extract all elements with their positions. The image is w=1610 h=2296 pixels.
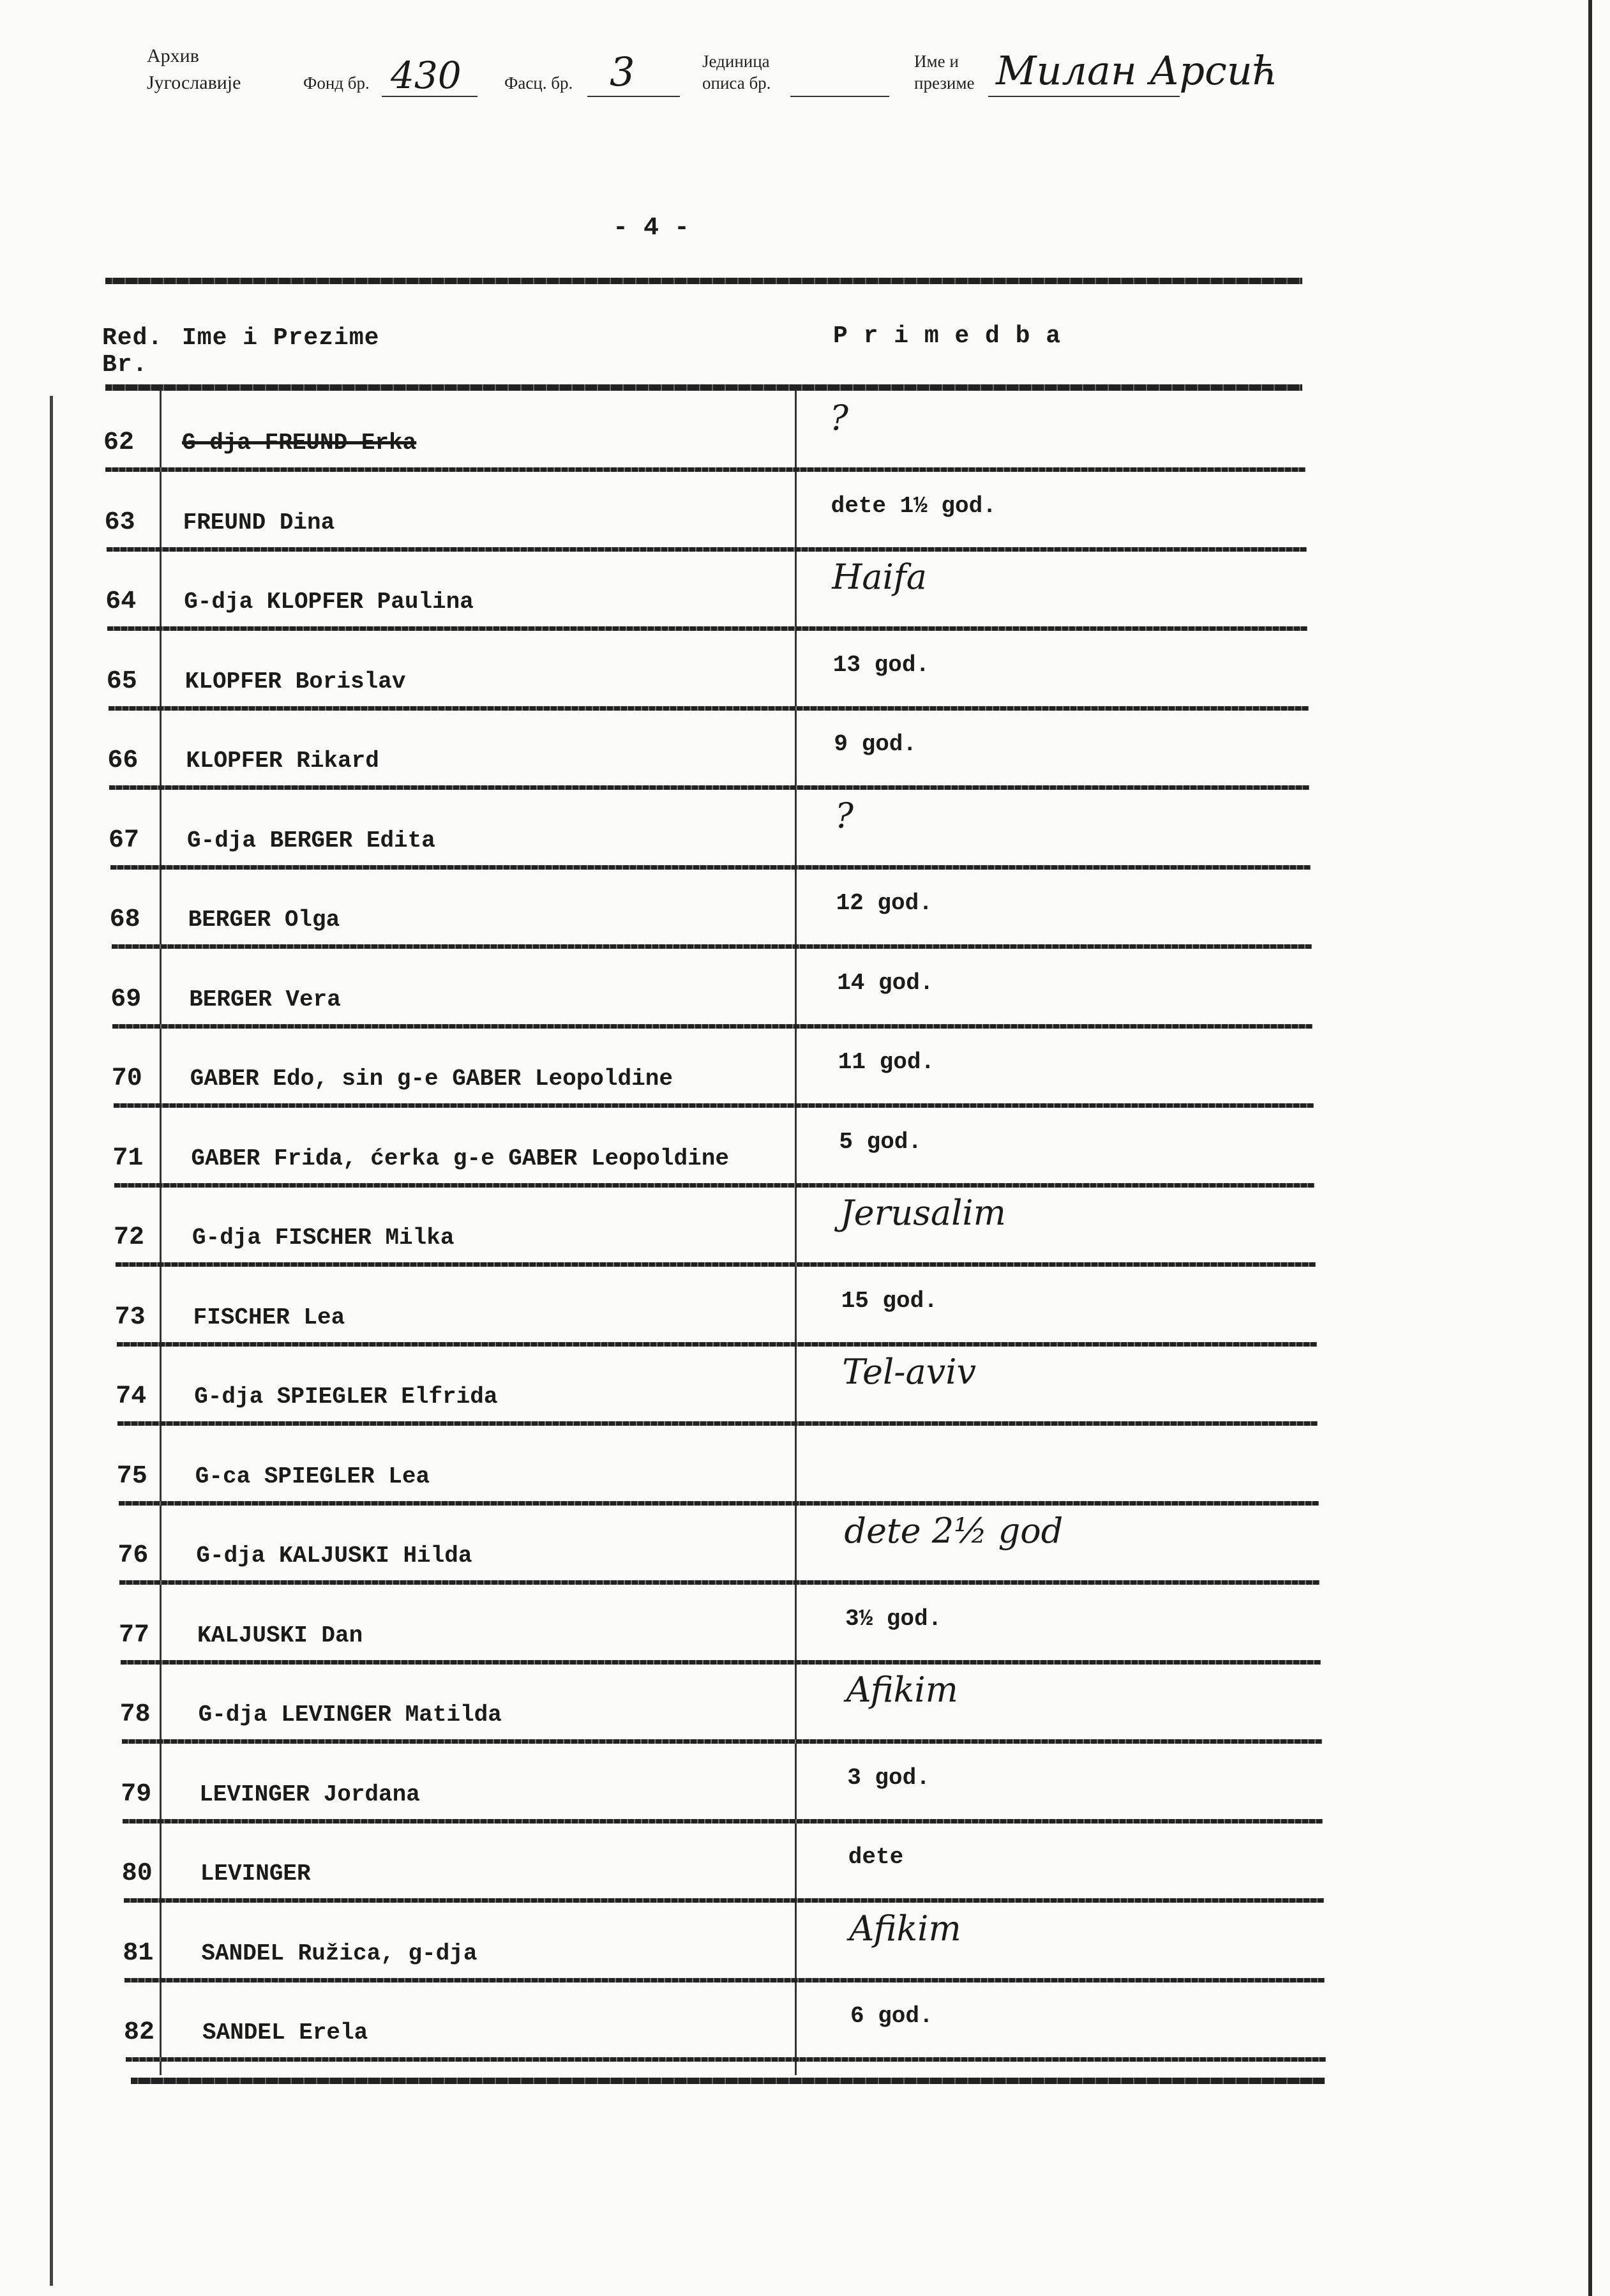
- name-label-line2: презиме: [914, 73, 975, 93]
- name-header: Ime i Prezime: [182, 324, 380, 352]
- table-row: [0, 790, 1341, 870]
- row-separator: [119, 1580, 1320, 1585]
- name-value: Милан Арсић: [996, 47, 1278, 94]
- table-row: [0, 552, 1341, 631]
- row-name: G-dja FREUND Erka: [182, 430, 417, 456]
- row-note: Haifa: [832, 557, 927, 597]
- row-number: 72: [114, 1223, 145, 1252]
- row-number: 66: [107, 746, 139, 775]
- row-number: 75: [116, 1461, 147, 1491]
- row-number: 76: [117, 1541, 149, 1570]
- table-row: [0, 631, 1341, 711]
- archive-label-line1: Архив: [147, 45, 199, 66]
- row-number: 78: [119, 1700, 151, 1729]
- row-note: dete: [848, 1844, 904, 1870]
- name-label-line1: Име и: [914, 52, 959, 71]
- row-note: ?: [835, 795, 854, 836]
- table-row: [0, 1426, 1341, 1506]
- row-separator: [116, 1262, 1316, 1267]
- unit-label-line2: описа бр.: [702, 73, 771, 93]
- fond-label: Фонд бр.: [303, 73, 370, 93]
- fasc-value: 3: [610, 49, 635, 95]
- row-number: 79: [121, 1779, 152, 1809]
- row-separator: [114, 1103, 1314, 1108]
- row-note: Tel-aviv: [842, 1352, 976, 1392]
- row-separator: [123, 1819, 1323, 1824]
- row-note: dete 1½ god.: [831, 492, 997, 519]
- table-row: [0, 1665, 1341, 1744]
- table-row: [0, 1506, 1341, 1585]
- row-note: 9 god.: [834, 731, 917, 757]
- row-number: 70: [111, 1064, 142, 1093]
- row-name: SANDEL Erela: [202, 2020, 368, 2046]
- row-note: Jerusalim: [840, 1193, 1006, 1233]
- row-number: 71: [112, 1144, 144, 1173]
- row-number: 81: [123, 1938, 154, 1968]
- table-row: [0, 1824, 1341, 1903]
- row-name: G-dja SPIEGLER Elfrida: [194, 1384, 498, 1410]
- row-number: 69: [110, 985, 142, 1014]
- row-separator: [110, 865, 1311, 870]
- row-separator: [112, 944, 1312, 949]
- row-name: BERGER Olga: [188, 907, 340, 933]
- table-row: [0, 711, 1341, 790]
- row-note: Afikim: [849, 1908, 961, 1949]
- row-number: 63: [104, 508, 135, 537]
- row-note: 11 god.: [838, 1049, 935, 1075]
- table-row: [0, 1983, 1341, 2062]
- fond-value: 430: [391, 54, 462, 97]
- row-separator: [117, 1421, 1318, 1426]
- row-separator: [114, 1183, 1314, 1188]
- row-name: FISCHER Lea: [193, 1304, 345, 1331]
- page-number: - 4 -: [613, 214, 690, 243]
- row-name: LEVINGER: [200, 1861, 311, 1887]
- row-number: 67: [109, 826, 140, 855]
- table-row: [0, 1585, 1341, 1665]
- row-note: dete 2½ god: [844, 1511, 1064, 1551]
- table-row: [0, 472, 1341, 552]
- row-name: G-dja KALJUSKI Hilda: [196, 1543, 472, 1569]
- row-number: 65: [106, 667, 137, 696]
- row-note: 12 god.: [836, 890, 933, 916]
- table-row: [0, 393, 1341, 472]
- row-name: G-dja FISCHER Milka: [192, 1225, 455, 1251]
- note-header: P r i m e d b a: [833, 322, 1062, 350]
- fasc-label: Фасц. бр.: [504, 73, 573, 93]
- row-note: 3½ god.: [845, 1605, 942, 1632]
- row-name: GABER Edo, sin g-e GABER Leopoldine: [190, 1066, 673, 1092]
- row-name: KLOPFER Rikard: [186, 748, 379, 774]
- row-separator: [121, 1660, 1321, 1665]
- row-separator: [105, 467, 1305, 472]
- row-name: KLOPFER Borislav: [184, 668, 406, 695]
- row-separator: [109, 785, 1309, 790]
- row-number: 77: [119, 1620, 150, 1650]
- row-name: BERGER Vera: [189, 986, 341, 1013]
- row-separator: [126, 2057, 1326, 2062]
- row-number: 82: [124, 2018, 155, 2047]
- table-row: [0, 870, 1341, 949]
- row-note: 14 god.: [837, 969, 934, 996]
- row-separator: [107, 626, 1307, 631]
- header-rule: [105, 384, 1302, 391]
- row-note: ?: [830, 398, 848, 438]
- bottom-rule: [131, 2078, 1325, 2084]
- row-separator: [119, 1501, 1319, 1506]
- row-name: FREUND Dina: [183, 509, 335, 536]
- table-row: [0, 1029, 1341, 1108]
- archive-label-line2: Југославије: [147, 72, 241, 93]
- top-rule: [105, 278, 1302, 284]
- row-separator: [107, 547, 1307, 552]
- table-row: [0, 1108, 1341, 1188]
- row-number: 74: [116, 1382, 147, 1411]
- number-header-line1: Red.: [102, 324, 163, 352]
- row-note: 6 god.: [850, 2003, 933, 2029]
- row-name: G-dja KLOPFER Paulina: [184, 589, 474, 615]
- row-number: 80: [121, 1859, 153, 1888]
- row-name: GABER Frida, ćerka g-e GABER Leopoldine: [191, 1145, 729, 1172]
- row-name: SANDEL Ružica, g-dja: [201, 1940, 478, 1967]
- row-name: G-dja LEVINGER Matilda: [198, 1702, 502, 1728]
- unit-label-line1: Јединица: [702, 52, 770, 71]
- row-name: G-dja BERGER Edita: [187, 827, 435, 854]
- row-name: KALJUSKI Dan: [197, 1622, 363, 1649]
- table-row: [0, 949, 1341, 1029]
- table-row: [0, 1188, 1341, 1267]
- row-note: 5 god.: [839, 1128, 922, 1155]
- table-row: [0, 1347, 1341, 1426]
- table-row: [0, 1903, 1341, 1983]
- row-separator: [112, 1024, 1313, 1029]
- row-number: 73: [114, 1303, 146, 1332]
- row-name: LEVINGER Jordana: [199, 1781, 420, 1808]
- row-note: 15 god.: [841, 1287, 938, 1314]
- row-number: 68: [109, 905, 140, 934]
- row-note: Afikim: [846, 1670, 958, 1710]
- number-header-line2: Br.: [102, 351, 148, 379]
- row-separator: [122, 1739, 1322, 1744]
- row-number: 62: [103, 428, 135, 457]
- row-note: 13 god.: [832, 651, 930, 678]
- row-separator: [109, 706, 1309, 711]
- row-separator: [124, 1978, 1325, 1983]
- row-number: 64: [105, 587, 137, 616]
- row-separator: [117, 1342, 1317, 1347]
- row-name: G-ca SPIEGLER Lea: [195, 1463, 430, 1490]
- table-row: [0, 1267, 1341, 1347]
- table-row: [0, 1744, 1341, 1824]
- row-note: 3 god.: [847, 1764, 930, 1791]
- row-separator: [124, 1898, 1324, 1903]
